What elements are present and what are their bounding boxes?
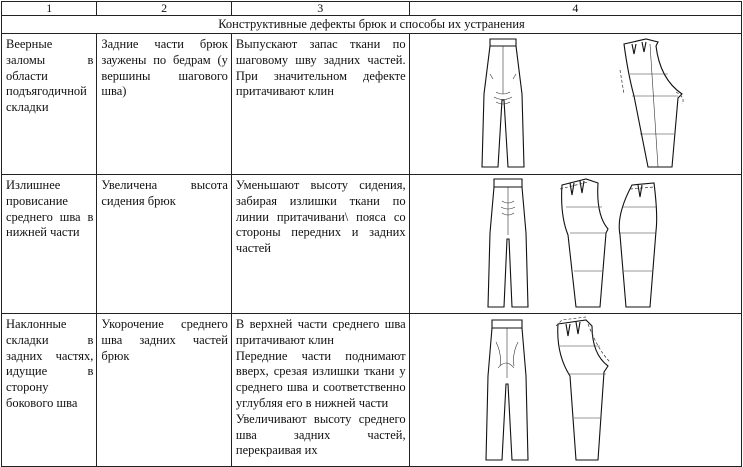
cause-cell (97, 34, 232, 175)
defect-cell (2, 34, 97, 175)
trousers-front-view (488, 179, 528, 307)
remedy-text: Уменьшают высоту сидения, забирая излишки ткани по линии притачивани\ пояса со стороны передних и задних частей (235, 178, 406, 256)
trousers-pattern (556, 317, 610, 460)
remedy-text: Увеличивают высоту среднего шва задних частей, перекраивая их (235, 411, 406, 458)
illustration-cell (409, 175, 741, 314)
trousers-illustration (410, 314, 741, 466)
defects-table (1, 1, 742, 467)
cause-cell (97, 175, 232, 314)
trousers-back-view (486, 320, 528, 460)
column-number-row (2, 2, 742, 16)
table-row (2, 34, 742, 175)
remedy-cell (231, 175, 409, 314)
table-row (2, 175, 742, 314)
table-title-row (2, 16, 742, 34)
column-number: 3 (231, 2, 409, 16)
trousers-illustration (410, 34, 741, 174)
illustration-cell (409, 314, 741, 467)
trousers-pattern-back (560, 179, 608, 307)
defect-cell (2, 314, 97, 467)
illustration-cell (409, 34, 741, 175)
cause-text: Укорочение среднего шва задних частей брюк (101, 317, 228, 363)
trousers-front-view (482, 39, 524, 167)
trousers-illustration (410, 175, 741, 313)
defect-text: Наклонные складки в задних частях, идущие в сторону бокового шва (6, 317, 94, 410)
defect-text: Веерные заломы в области подъягодичной складки (6, 37, 94, 115)
remedy-text: В верхней части среднего шва притачивают клин (235, 317, 406, 347)
column-number: 4 (409, 2, 741, 16)
defect-cell (2, 175, 97, 314)
remedy-cell (231, 34, 409, 175)
remedy-cell (231, 314, 409, 467)
defect-text: Излишнее провисание среднего шва в нижней части (6, 178, 94, 240)
table-title: Конструктивные дефекты брюк и способы их устранения (2, 16, 742, 34)
remedy-text: Выпускают запас ткани по шаговому шву задних частей. При значительном дефекте притачивают клин (235, 37, 406, 99)
cause-text: Задние части брюк заужены по бедрам (у вершины шагового шва) (101, 37, 228, 99)
trousers-pattern-front (619, 183, 656, 307)
column-number: 2 (97, 2, 232, 16)
remedy-text: Передние части поднимают вверх, срезая излишки ткани у среднего шва и соответственно углубляя его в нижней части (235, 348, 406, 410)
cause-text: Увеличена высота сидения брюк (101, 178, 228, 208)
column-number: 1 (2, 2, 97, 16)
trousers-pattern (620, 39, 683, 167)
table-row (2, 314, 742, 467)
cause-cell (97, 314, 232, 467)
